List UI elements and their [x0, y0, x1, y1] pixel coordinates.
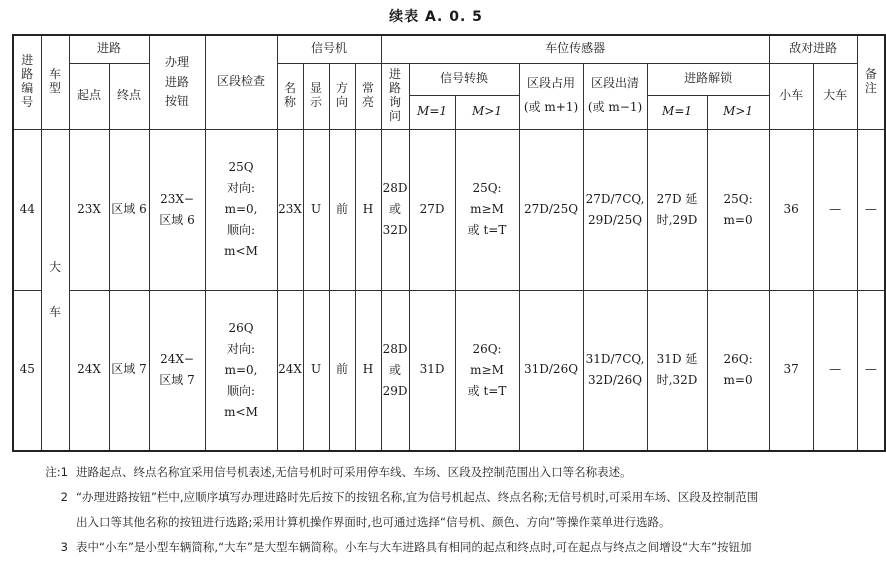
- cell-remark: —: [857, 129, 885, 290]
- cell-start: 23X: [69, 129, 109, 290]
- cell-vehicle-type: 大 车: [41, 129, 69, 451]
- note-number: 3: [60, 540, 68, 554]
- header-section-check: 区段检查: [205, 35, 277, 129]
- note-text: “办理进路按钮”栏中,应顺序填写办理进路时先后按下的按钮名称,宜为信号机起点、终点名称;无信号机时,可采用车场、区段及控制范围: [76, 490, 759, 504]
- note-text: 表中“小车”是小型车辆简称,“大车”是大型车辆简称。小车与大车进路具有相同的起点和终点时,可在起点与终点之间增设“大车”按钮加: [76, 540, 752, 554]
- header-sig-steady: 常亮: [355, 63, 381, 129]
- header-end: 终点: [109, 63, 149, 129]
- cell-sig-name: 24X: [277, 290, 303, 451]
- header-route-button: 办理进路按钮: [149, 35, 205, 129]
- cell-sig-name: 23X: [277, 129, 303, 290]
- header-route-query: 进路询问: [381, 63, 409, 129]
- header-small-car: 小车: [769, 63, 813, 129]
- cell-hostile-small: 37: [769, 290, 813, 451]
- header-switch-m1: M=1: [409, 95, 455, 129]
- cell-hostile-small: 36: [769, 129, 813, 290]
- cell-sig-direction: 前: [329, 290, 355, 451]
- cell-no: 44: [13, 129, 41, 290]
- cell-end: 区域 6: [109, 129, 149, 290]
- cell-remark: —: [857, 290, 885, 451]
- header-sig-name: 名称: [277, 63, 303, 129]
- cell-sig-display: U: [303, 129, 329, 290]
- header-route-no: 进路编号: [13, 35, 41, 129]
- cell-sig-steady: H: [355, 129, 381, 290]
- table-title: 续表 A. 0. 5: [389, 9, 483, 25]
- header-unlock-mgt1: M>1: [707, 95, 769, 129]
- header-signal: 信号机: [277, 35, 381, 63]
- header-route-unlock: 进路解锁: [647, 63, 769, 95]
- cell-clear: 31D/7CQ, 32D/26Q: [583, 290, 647, 451]
- cell-occupy: 31D/26Q: [519, 290, 583, 451]
- table-notes: [30, 460, 866, 560]
- note-label: 注:1: [45, 465, 68, 479]
- cell-button: 23X− 区域 6: [149, 129, 205, 290]
- header-section-occupy: 区段占用 (或 m+1): [519, 63, 583, 129]
- table-row: [13, 290, 885, 451]
- cell-occupy: 27D/25Q: [519, 129, 583, 290]
- header-vehicle-type: 车型: [41, 35, 69, 129]
- cell-switch-mgt1: 26Q: m≥M 或 t=T: [455, 290, 519, 451]
- cell-sig-direction: 前: [329, 129, 355, 290]
- cell-switch-m1: 31D: [409, 290, 455, 451]
- header-signal-switch: 信号转换: [409, 63, 519, 95]
- header-unlock-m1: M=1: [647, 95, 707, 129]
- cell-section-check: 26Q 对向: m=0, 顺向: m<M: [205, 290, 277, 451]
- cell-unlock-mgt1: 26Q: m=0: [707, 290, 769, 451]
- cell-no: 45: [13, 290, 41, 451]
- header-remarks: 备注: [857, 35, 885, 129]
- cell-button: 24X− 区域 7: [149, 290, 205, 451]
- cell-switch-m1: 27D: [409, 129, 455, 290]
- cell-route-query: 28D 或 32D: [381, 129, 409, 290]
- note-1: [30, 460, 866, 485]
- cell-unlock-mgt1: 25Q: m=0: [707, 129, 769, 290]
- cell-hostile-large: —: [813, 129, 857, 290]
- cell-end: 区域 7: [109, 290, 149, 451]
- note-number: 2: [60, 490, 68, 504]
- cell-unlock-m1: 31D 延 时,32D: [647, 290, 707, 451]
- note-text: 出入口等其他名称的按钮进行选路;采用计算机操作界面时,也可通过选择“信号机、颜色、方向”等操作菜单进行选路。: [76, 515, 671, 529]
- cell-switch-mgt1: 25Q: m≥M 或 t=T: [455, 129, 519, 290]
- note-text: 进路起点、终点名称宜采用信号机表述,无信号机时可采用停车线、车场、区段及控制范围出入口等名称表述。: [76, 465, 632, 479]
- cell-hostile-large: —: [813, 290, 857, 451]
- header-sig-display: 显示: [303, 63, 329, 129]
- header-sensor: 车位传感器: [381, 35, 769, 63]
- note-2: [30, 485, 866, 510]
- cell-route-query: 28D 或 29D: [381, 290, 409, 451]
- header-start: 起点: [69, 63, 109, 129]
- note-2-continued: [30, 510, 866, 535]
- cell-clear: 27D/7CQ, 29D/25Q: [583, 129, 647, 290]
- header-hostile-route: 敌对进路: [769, 35, 857, 63]
- header-section-clear: 区段出清 (或 m−1): [583, 63, 647, 129]
- cell-sig-display: U: [303, 290, 329, 451]
- table-row: [13, 129, 885, 290]
- header-large-car: 大车: [813, 63, 857, 129]
- cell-start: 24X: [69, 290, 109, 451]
- header-switch-mgt1: M>1: [455, 95, 519, 129]
- header-route: 进路: [69, 35, 149, 63]
- header-sig-direction: 方向: [329, 63, 355, 129]
- cell-section-check: 25Q 对向: m=0, 顺向: m<M: [205, 129, 277, 290]
- cell-unlock-m1: 27D 延 时,29D: [647, 129, 707, 290]
- note-3: [30, 535, 866, 560]
- cell-sig-steady: H: [355, 290, 381, 451]
- route-table: [12, 34, 886, 452]
